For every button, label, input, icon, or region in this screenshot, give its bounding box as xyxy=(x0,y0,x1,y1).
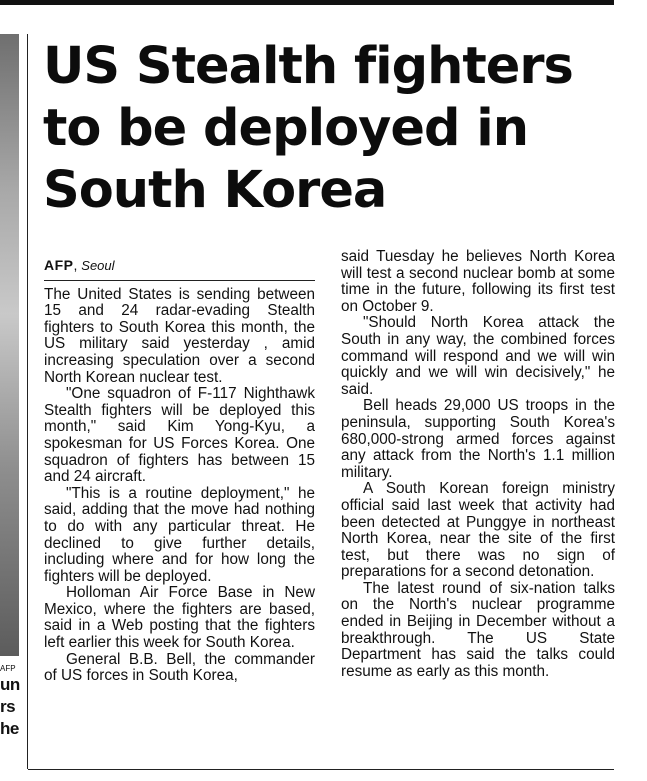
byline-agency: AFP xyxy=(44,257,74,273)
article-paragraph: "This is a routine deployment," he said, adding that the move had nothing to do with any particular threat. He declined to give further details, including where and for how long the fighters will be deployed. xyxy=(44,484,315,585)
article-column-1 xyxy=(44,257,315,685)
caption-credit: AFP xyxy=(0,664,16,673)
bottom-rule xyxy=(28,769,614,770)
article-paragraph: The United States is sending between 15 and 24 radar-evading Stealth fighters to South Korea this month, the US military said yesterday , amid increasing speculation over a second North Korean nuclear test. xyxy=(44,285,315,386)
article-paragraph: A South Korean foreign ministry official said last week that activity had been detected at Punggye in northeast North Korea, near the site of the first test, but there was no sign of preparations for a second detonation. xyxy=(341,480,615,581)
article-paragraph: Holloman Air Force Base in New Mexico, where the fighters are based, said in a Web posting that the fighters left earlier this week for South Korea. xyxy=(44,584,315,652)
byline-location: Seoul xyxy=(81,258,115,273)
caption-fragment: rs xyxy=(0,697,16,716)
headline: US Stealth fighters to be deployed in South Korea xyxy=(43,37,573,220)
article-paragraph: The latest round of six-nation talks on the North's nuclear programme ended in Beijing in December without a breakthrough. The US State Department has said the talks could resume as early as this month. xyxy=(341,579,615,680)
column-divider xyxy=(27,34,28,769)
caption-fragment: he xyxy=(0,719,19,738)
article-paragraph: said Tuesday he believes North Korea will test a second nuclear bomb at some time in the future, following its first test on October 9. xyxy=(341,248,615,315)
adjacent-photo-caption xyxy=(0,664,22,740)
article-paragraph: Bell heads 29,000 US troops in the peninsula, supporting South Korea's 680,000-strong armed forces against any attack from the North's 1.1 million military. xyxy=(341,397,615,481)
article-paragraph: General B.B. Bell, the commander of US forces in South Korea, xyxy=(44,650,315,685)
article-paragraph: "One squadron of F-117 Nighthawk Stealth fighters will be deployed this month," said Kim Yong-Kyu, a spokesman for US Forces Korea. One squadron of fighters has between 15 and 24 aircraft. xyxy=(44,385,315,486)
byline xyxy=(44,257,315,281)
article-paragraph: "Should North Korea attack the South in any way, the combined forces command will respond and we will win quickly and we will win decisively," he said. xyxy=(341,314,615,398)
article-column-2 xyxy=(341,249,615,680)
caption-fragment: un xyxy=(0,675,20,694)
byline-separator: , xyxy=(73,257,82,273)
adjacent-photo xyxy=(0,34,19,656)
top-rule xyxy=(0,0,614,5)
